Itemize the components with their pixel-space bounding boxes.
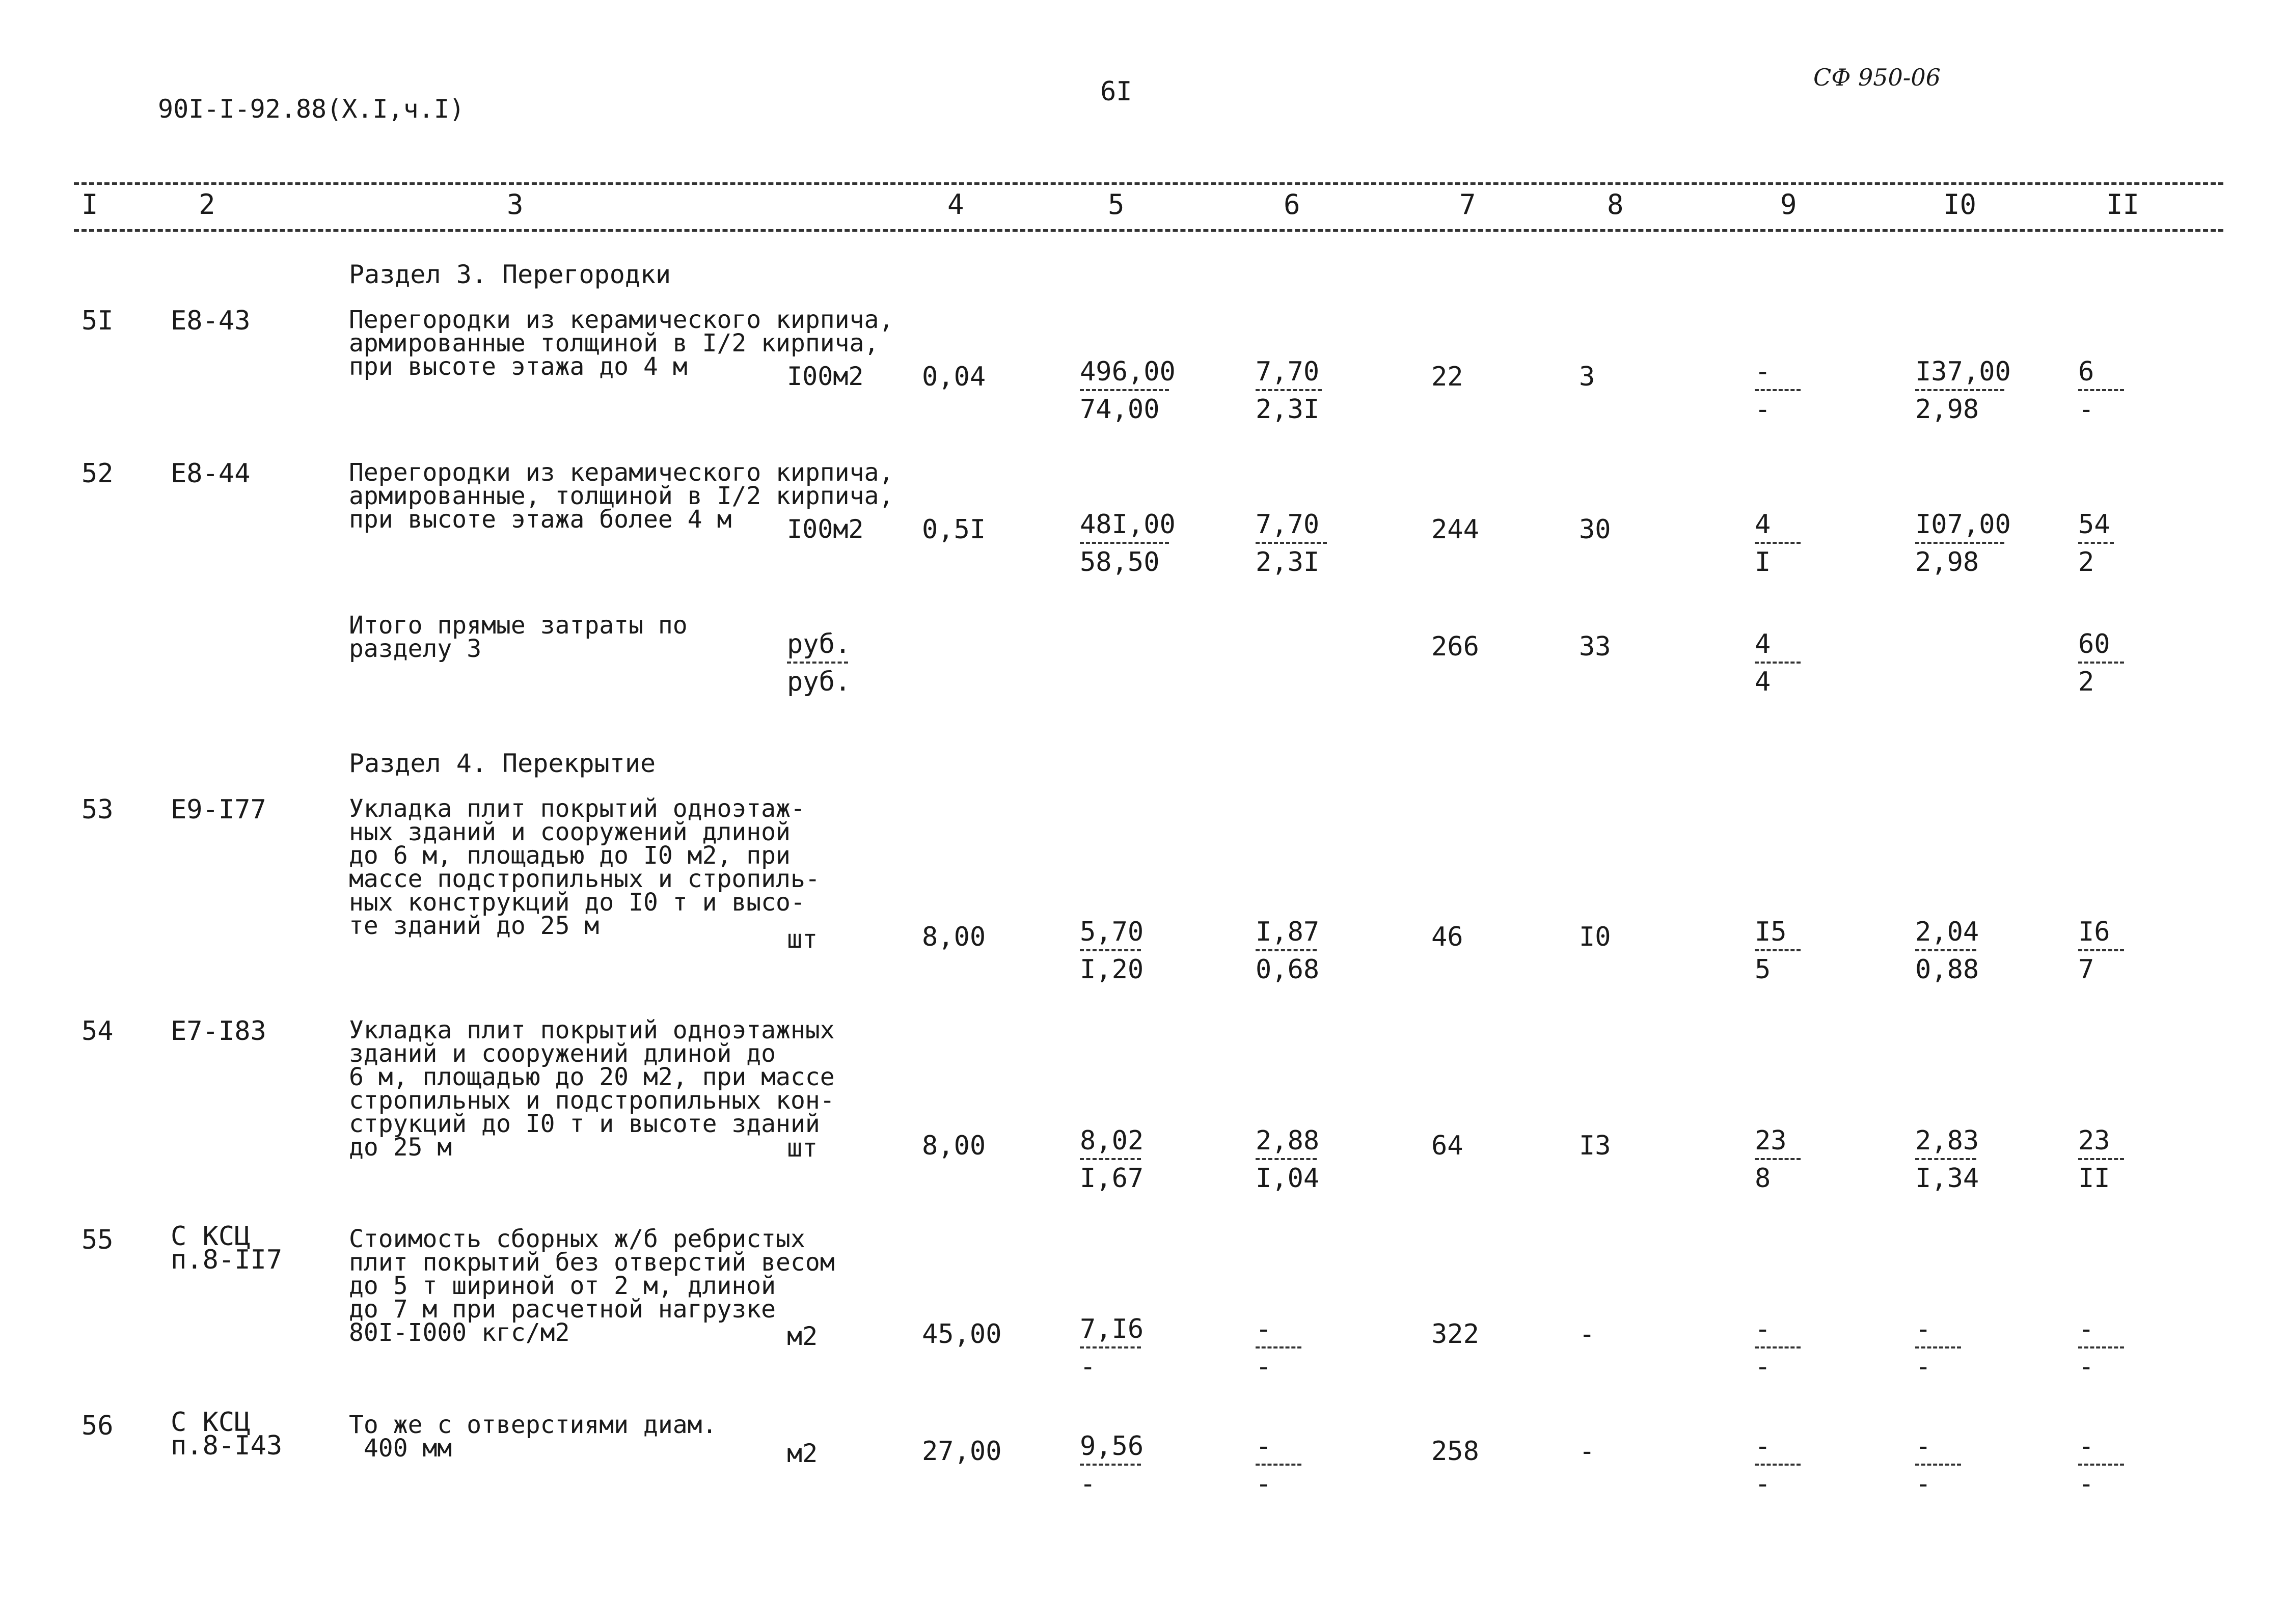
unit-cost-fraction [1080,1125,1144,1194]
unit: I00м2 [787,362,864,391]
unit: шт [787,924,818,954]
subtotal-unit-fraction [787,629,851,697]
total-direct-cost: 22 [1431,362,1463,392]
labor-total: 54 [2078,509,2110,540]
total-machine-fraction [1755,1125,1801,1194]
total-machine-wages: - [1755,1469,1771,1499]
quantity: 0,04 [922,362,986,392]
column-number-11: II [2106,188,2140,221]
unit-cost-wages: - [1080,1352,1096,1382]
work-description: Перегородки из керамического кирпича, армированные толщиной в I/2 кирпича, при высоте этажа до 4 м [349,306,894,381]
machine-cost-wages: - [1256,1469,1272,1499]
machine-cost-total: 2,88 [1256,1125,1320,1156]
quantity: 8,00 [922,1131,986,1161]
rate-code: Е8-43 [171,306,251,336]
total-machine-wages: 5 [1755,954,1771,985]
quantity: 45,00 [922,1319,1002,1350]
total-machine-fraction [1755,509,1801,577]
total-direct-cost: 64 [1431,1131,1463,1161]
total-direct-cost: 244 [1431,514,1479,545]
total-machine-fraction [1755,917,1801,985]
labor-per-unit: - [1915,1431,1931,1462]
column-number-4: 4 [947,188,964,221]
total-wages: I3 [1579,1131,1611,1161]
subtotal-direct-cost: 266 [1431,631,1479,662]
labor-per-unit: I37,00 [1915,356,2011,387]
labor-fraction [1915,1431,1961,1499]
total-machine-cost: - [1755,356,1771,387]
header-rule-bottom [74,229,2223,232]
subtotal-machine-wages: 4 [1755,667,1771,697]
total-direct-cost: 46 [1431,922,1463,952]
column-number-1: I [81,188,98,221]
column-number-9: 9 [1780,188,1797,221]
unit-cost-total: 48I,00 [1080,509,1176,540]
section-title: Раздел 3. Перегородки [349,260,671,289]
row-number: 56 [81,1411,114,1441]
work-description: Укладка плит покрытий одноэтаж- ных зданий и сооружений длиной до 6 м, площадью до I0 м2, при массе подстропильных и стропиль- ных конструкций до I0 т и высо- те зданий до 25 м [349,794,820,940]
labor-fraction [1915,509,2011,577]
labor-machine-total: - [2078,394,2094,425]
machine-cost-total: - [1256,1314,1272,1344]
quantity: 8,00 [922,922,986,952]
labor-total-fraction [2078,917,2124,985]
unit: м2 [787,1439,818,1468]
machine-cost-wages: 0,68 [1256,954,1320,985]
machine-cost-fraction [1256,509,1327,577]
work-description: Перегородки из керамического кирпича, армированные, толщиной в I/2 кирпича, при высоте этажа более 4 м [349,458,894,534]
header-rule-top [74,182,2223,185]
column-number-3: 3 [507,188,524,221]
unit-cost-total: 5,70 [1080,917,1144,947]
machine-cost-wages: - [1256,1352,1272,1382]
row-number: 54 [81,1016,114,1047]
unit-cost-fraction [1080,917,1144,985]
document-code: 90I-I-92.88(X.I,ч.I) [158,94,465,124]
work-description: Укладка плит покрытий одноэтажных зданий и сооружений длиной до 6 м, площадью до 20 м2, при массе стропильных и подстропильных кон- струкций до I0 т и высоте зданий до 25 м [349,1016,835,1162]
machine-cost-total: 7,70 [1256,356,1320,387]
labor-machine-total: 2 [2078,547,2094,577]
column-number-5: 5 [1108,188,1125,221]
total-direct-cost: 322 [1431,1319,1479,1350]
labor-total: I6 [2078,917,2110,947]
row-number: 55 [81,1225,114,1255]
labor-machine-per-unit: 0,88 [1915,954,1979,985]
machine-cost-total: I,87 [1256,917,1320,947]
labor-machine-per-unit: - [1915,1352,1931,1382]
machine-cost-fraction [1256,356,1322,425]
subtotal-labor: 60 [2078,629,2110,659]
total-direct-cost: 258 [1431,1436,1479,1467]
labor-total-fraction [2078,356,2124,425]
work-description: Стоимость сборных ж/б ребристых плит покрытий без отверстий весом до 5 т шириной от 2 м, длиной до 7 м при расчетной нагрузке 80I-I000 кгс/м2 [349,1225,835,1347]
total-machine-fraction [1755,1314,1801,1382]
labor-machine-per-unit: 2,98 [1915,394,1979,425]
unit-cost-total: 7,I6 [1080,1314,1144,1344]
row-number: 53 [81,794,114,825]
labor-per-unit: I07,00 [1915,509,2011,540]
total-wages: - [1579,1436,1595,1467]
quantity: 0,5I [922,514,986,545]
total-machine-cost: 23 [1755,1125,1787,1156]
machine-cost-fraction [1256,1125,1320,1194]
machine-cost-total: - [1256,1431,1272,1462]
labor-total: 6 [2078,356,2094,387]
subtotal-machine-fraction [1755,629,1801,697]
labor-total-fraction [2078,509,2114,577]
row-number: 5I [81,306,114,336]
labor-total: 23 [2078,1125,2110,1156]
labor-fraction [1915,917,1979,985]
unit-cost-total: 9,56 [1080,1431,1144,1462]
labor-machine-per-unit: 2,98 [1915,547,1979,577]
labor-total-fraction [2078,1314,2124,1382]
labor-total-fraction [2078,1125,2124,1194]
machine-cost-fraction [1256,917,1320,985]
column-number-8: 8 [1607,188,1624,221]
subtotal-label: Итого прямые затраты по разделу 3 [349,611,688,663]
subtotal-machine-cost: 4 [1755,629,1771,659]
labor-total: - [2078,1431,2094,1462]
unit-cost-total: 496,00 [1080,356,1176,387]
total-wages: 30 [1579,514,1611,545]
labor-fraction [1915,1125,1979,1194]
subtotal-unit-top: руб. [787,629,851,659]
total-wages: 3 [1579,362,1595,392]
rate-code: С КСЦ п.8-I43 [171,1407,283,1461]
labor-machine-per-unit: - [1915,1469,1931,1499]
subtotal-unit-bottom: руб. [787,667,851,697]
unit-cost-fraction [1080,1314,1144,1382]
unit-cost-wages: 58,50 [1080,547,1160,577]
labor-fraction [1915,1314,1961,1382]
column-number-10: I0 [1943,188,1977,221]
machine-cost-fraction [1256,1314,1301,1382]
machine-cost-wages: I,04 [1256,1163,1320,1194]
column-number-7: 7 [1459,188,1476,221]
quantity: 27,00 [922,1436,1002,1467]
rate-code: Е8-44 [171,458,251,489]
labor-fraction [1915,356,2011,425]
machine-cost-fraction [1256,1431,1301,1499]
unit-cost-fraction [1080,1431,1144,1499]
total-machine-cost: I5 [1755,917,1787,947]
unit: м2 [787,1322,818,1351]
labor-machine-total: - [2078,1352,2094,1382]
total-wages: I0 [1579,922,1611,952]
total-machine-cost: - [1755,1314,1771,1344]
column-number-6: 6 [1284,188,1300,221]
labor-machine-per-unit: I,34 [1915,1163,1979,1194]
unit-cost-fraction [1080,509,1176,577]
rate-code: Е9-I77 [171,794,266,825]
total-wages: - [1579,1319,1595,1350]
subtotal-labor-fraction [2078,629,2124,697]
machine-cost-total: 7,70 [1256,509,1320,540]
total-machine-cost: - [1755,1431,1771,1462]
total-machine-wages: - [1755,1352,1771,1382]
labor-machine-total: 7 [2078,954,2094,985]
labor-machine-total: - [2078,1469,2094,1499]
total-machine-wages: 8 [1755,1163,1771,1194]
work-description: То же с отверстиями диам. 400 мм [349,1411,717,1463]
unit: I00м2 [787,514,864,544]
column-number-2: 2 [199,188,215,221]
total-machine-fraction [1755,356,1801,425]
total-machine-cost: 4 [1755,509,1771,540]
page-number: 6I [1100,76,1132,107]
labor-total-fraction [2078,1431,2124,1499]
unit: шт [787,1133,818,1163]
labor-per-unit: 2,04 [1915,917,1979,947]
machine-cost-wages: 2,3I [1256,394,1320,425]
rate-code: С КСЦ п.8-II7 [171,1221,283,1275]
unit-cost-wages: - [1080,1469,1096,1499]
unit-cost-total: 8,02 [1080,1125,1144,1156]
labor-per-unit: - [1915,1314,1931,1344]
labor-per-unit: 2,83 [1915,1125,1979,1156]
subtotal-labor-machine: 2 [2078,667,2094,697]
sheet-code-stamp: СФ 950-06 [1813,64,1941,91]
unit-cost-fraction [1080,356,1176,425]
total-machine-wages: I [1755,547,1771,577]
machine-cost-wages: 2,3I [1256,547,1320,577]
unit-cost-wages: I,20 [1080,954,1144,985]
rate-code: Е7-I83 [171,1016,266,1047]
section-title: Раздел 4. Перекрытие [349,749,656,778]
labor-total: - [2078,1314,2094,1344]
row-number: 52 [81,458,114,489]
total-machine-wages: - [1755,394,1771,425]
labor-machine-total: II [2078,1163,2110,1194]
unit-cost-wages: 74,00 [1080,394,1160,425]
total-machine-fraction [1755,1431,1801,1499]
unit-cost-wages: I,67 [1080,1163,1144,1194]
subtotal-wages: 33 [1579,631,1611,662]
